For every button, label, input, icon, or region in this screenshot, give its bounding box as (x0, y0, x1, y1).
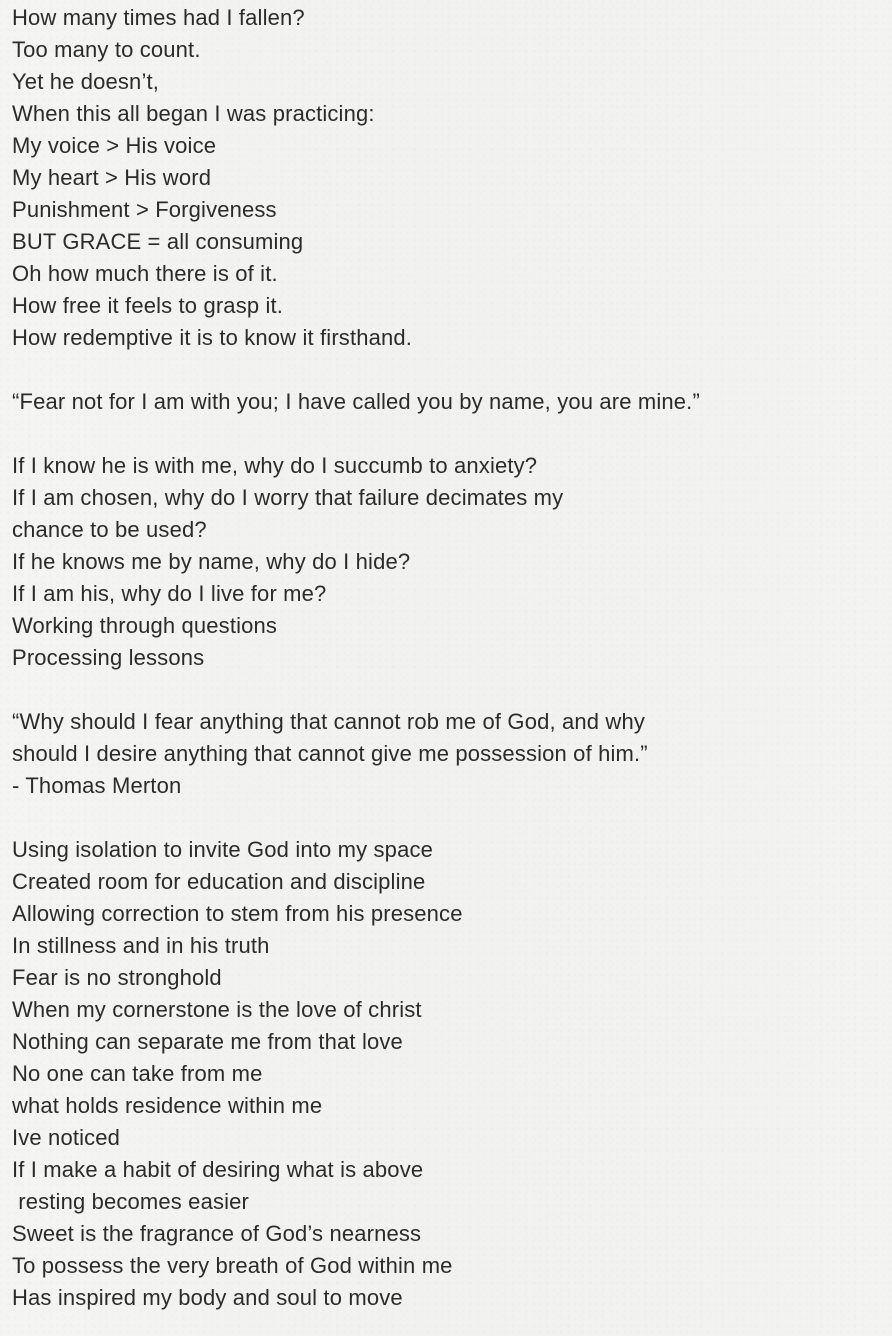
text-line: Yet he doesn’t, (12, 69, 160, 94)
text-line: Sweet is the fragrance of God’s nearness (12, 1221, 422, 1246)
text-line: Created room for education and discipline (12, 869, 426, 894)
blank-line (12, 674, 882, 706)
text-line: Allowing correction to stem from his presence (12, 901, 463, 926)
blank-line (12, 354, 882, 386)
text-line: Processing lessons (12, 645, 205, 670)
text-line: How free it feels to grasp it. (12, 293, 284, 318)
text-line: My heart > His word (12, 165, 212, 190)
text-line: If I make a habit of desiring what is above (12, 1157, 424, 1182)
text-line: When this all began I was practicing: (12, 101, 375, 126)
text-line: If he knows me by name, why do I hide? (12, 549, 411, 574)
text-line: How many times had I fallen? (12, 5, 305, 30)
quote-line: “Why should I fear anything that cannot rob me of God, and why (12, 709, 645, 734)
blank-line (12, 418, 882, 450)
text-line: Fear is no stronghold (12, 965, 222, 990)
text-line: what holds residence within me (12, 1093, 323, 1118)
text-line: Too many to count. (12, 37, 201, 62)
text-line: If I am his, why do I live for me? (12, 581, 327, 606)
quote-attribution: - Thomas Merton (12, 773, 182, 798)
text-line: To possess the very breath of God within me (12, 1253, 453, 1278)
blank-line (12, 802, 882, 834)
quote-line: should I desire anything that cannot give me possession of him.” (12, 741, 648, 766)
text-line: How redemptive it is to know it firsthand. (12, 325, 413, 350)
note-body[interactable] (12, 2, 882, 1314)
text-line: Ive noticed (12, 1125, 121, 1150)
text-line: Using isolation to invite God into my space (12, 837, 433, 862)
text-line: Nothing can separate me from that love (12, 1029, 403, 1054)
text-line: chance to be used? (12, 517, 207, 542)
text-line: In stillness and in his truth (12, 933, 270, 958)
text-line: If I know he is with me, why do I succumb to anxiety? (12, 453, 538, 478)
text-line: No one can take from me (12, 1061, 263, 1086)
text-line: My voice > His voice (12, 133, 217, 158)
text-line: When my cornerstone is the love of christ (12, 997, 422, 1022)
text-line: resting becomes easier (12, 1189, 250, 1214)
text-line: Oh how much there is of it. (12, 261, 278, 286)
text-line: Has inspired my body and soul to move (12, 1285, 403, 1310)
quote-line: “Fear not for I am with you; I have called you by name, you are mine.” (12, 389, 700, 414)
text-line: Working through questions (12, 613, 278, 638)
text-line: Punishment > Forgiveness (12, 197, 277, 222)
text-line: If I am chosen, why do I worry that failure decimates my (12, 485, 564, 510)
text-line: BUT GRACE = all consuming (12, 229, 304, 254)
